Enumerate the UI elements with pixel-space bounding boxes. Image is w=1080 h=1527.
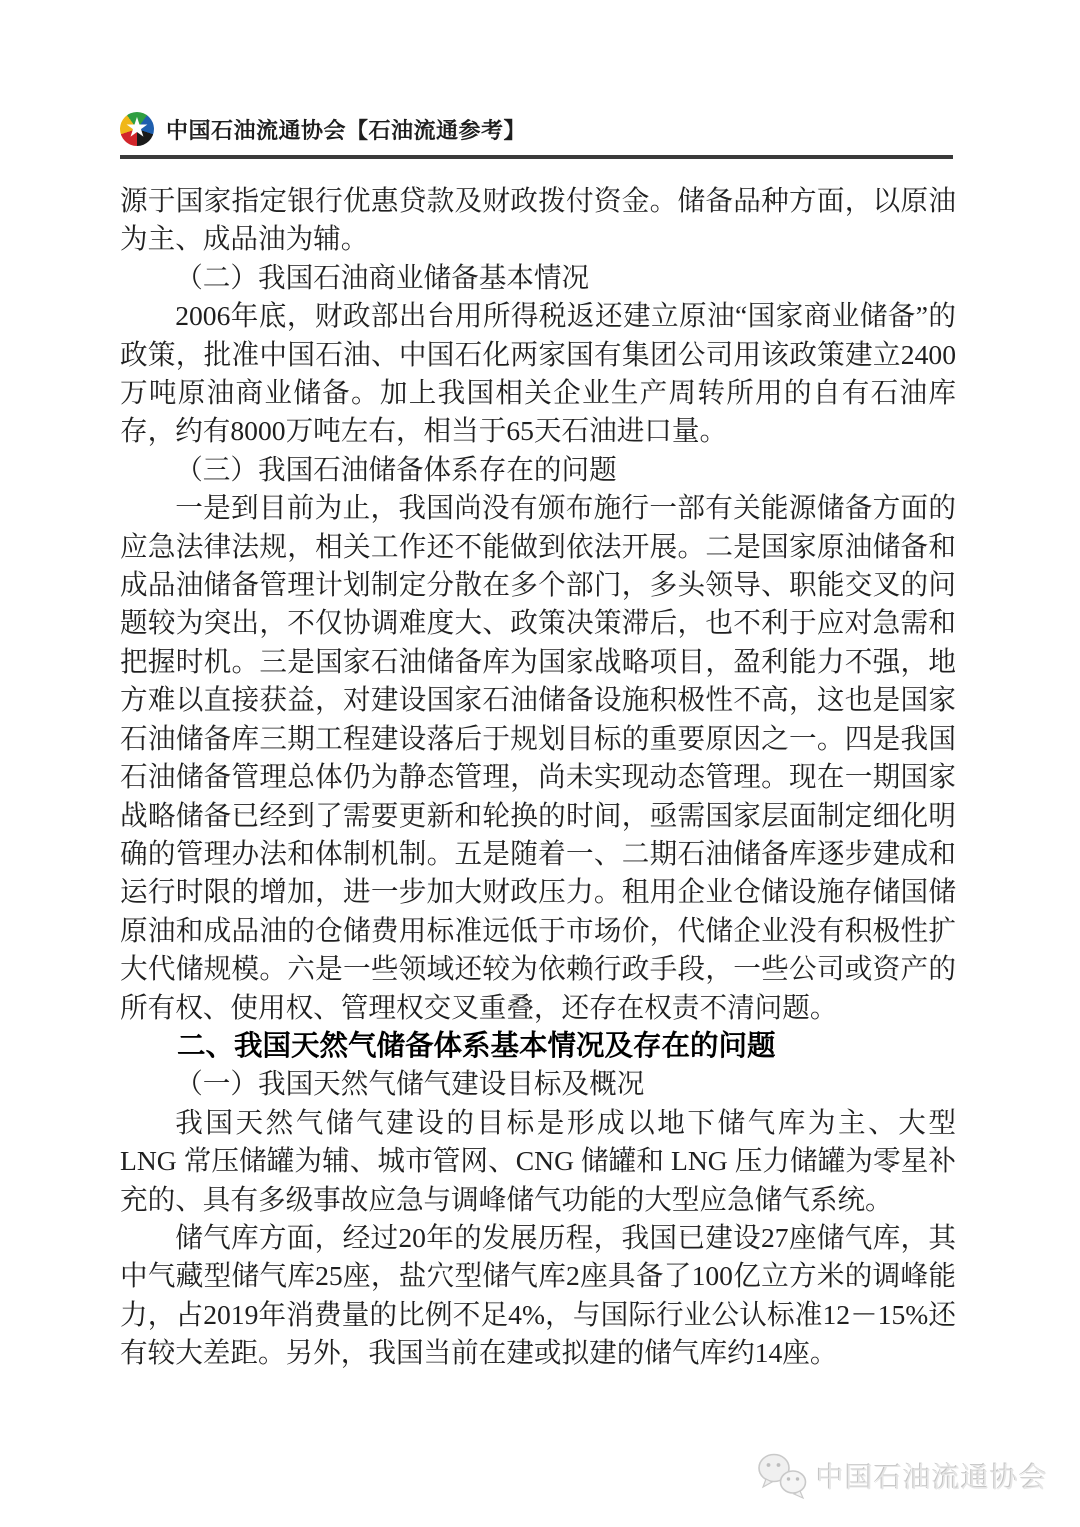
- subheading-2: （二）我国石油商业储备基本情况: [175, 261, 590, 293]
- watermark-text: 中国石油流通协会: [815, 1462, 1048, 1493]
- subheading-1-gas: （一）我国天然气储气建设目标及概况: [175, 1068, 645, 1100]
- paragraph-problems: 一是到目前为止，我国尚没有颁布施行一部有关能源储备方面的应急法律法规，相关工作还不能做到依法开展。二是国家原油储备和成品油储备管理计划制定分散在多个部门，多头领导、职能交叉的问题较为突出，不仅协调难度大、政策决策滞后，也不利于应对急需和把握时机。三是国家石油储备库为国家战略项目，盈利能力不强，地方难以直接获益，对建设国家石油储备设施积极性不高，这也是国家石油储备库三期工程建设落后于规划目标的重要原因之一。四是我国石油储备管理总体仍为静态管理，尚未实现动态管理。现在一期国家战略储备已经到了需要更新和轮换的时间，亟需国家层面制定细化明确的管理办法和体制机制。五是随着一、二期石油储备库逐步建成和运行时限的增加，进一步加大财政压力。租用企业仓储设施存储国储原油和成品油的仓储费用标准远低于市场价，代储企业没有积极性扩大代储规模。六是一些领域还较为依赖行政手段，一些公司或资产的所有权、使用权、管理权交叉重叠，还存在权责不清问题。: [120, 492, 956, 1023]
- page-header: [120, 112, 953, 159]
- footer-watermark: [756, 1451, 1048, 1501]
- paragraph-gas-storage: 储气库方面，经过20年的发展历程，我国已建设27座储气库，其中气藏型储气库25座，盐穴型储气库2座具备了100亿立方米的调峰能力，占2019年消费量的比例不足4%，与国际行业公认标准12－15%还有较大差距。另外，我国当前在建或拟建的储气库约14座。: [120, 1221, 956, 1369]
- article-body: [120, 182, 956, 1373]
- header-brand-title: 中国石油流通协会【石油流通参考】: [166, 117, 527, 143]
- paragraph-gas-goal: 我国天然气储气建设的目标是形成以地下储气库为主、大型 LNG 常压储罐为辅、城市管网、CNG 储罐和 LNG 压力储罐为零星补充的、具有多级事故应急与调峰储气功能的大型应急储气系统。: [120, 1106, 956, 1215]
- subheading-3: （三）我国石油储备体系存在的问题: [175, 453, 617, 485]
- paragraph-commercial-reserve: 2006年底，财政部出台用所得税返还建立原油“国家商业储备”的政策，批准中国石油、中国石化两家国有集团公司用该政策建立2400万吨原油商业储备。加上我国相关企业生产周转所用的自有石油库存，约有8000万吨左右，相当于65天石油进口量。: [120, 300, 956, 447]
- association-logo: [120, 112, 154, 146]
- star-icon: ★: [124, 112, 150, 144]
- section-heading-gas: 二、我国天然气储备体系基本情况及存在的问题: [177, 1029, 776, 1062]
- paragraph-continuation: 源于国家指定银行优惠贷款及财政拨付资金。储备品种方面，以原油为主、成品油为辅。: [120, 185, 956, 255]
- wechat-icon: [756, 1451, 810, 1501]
